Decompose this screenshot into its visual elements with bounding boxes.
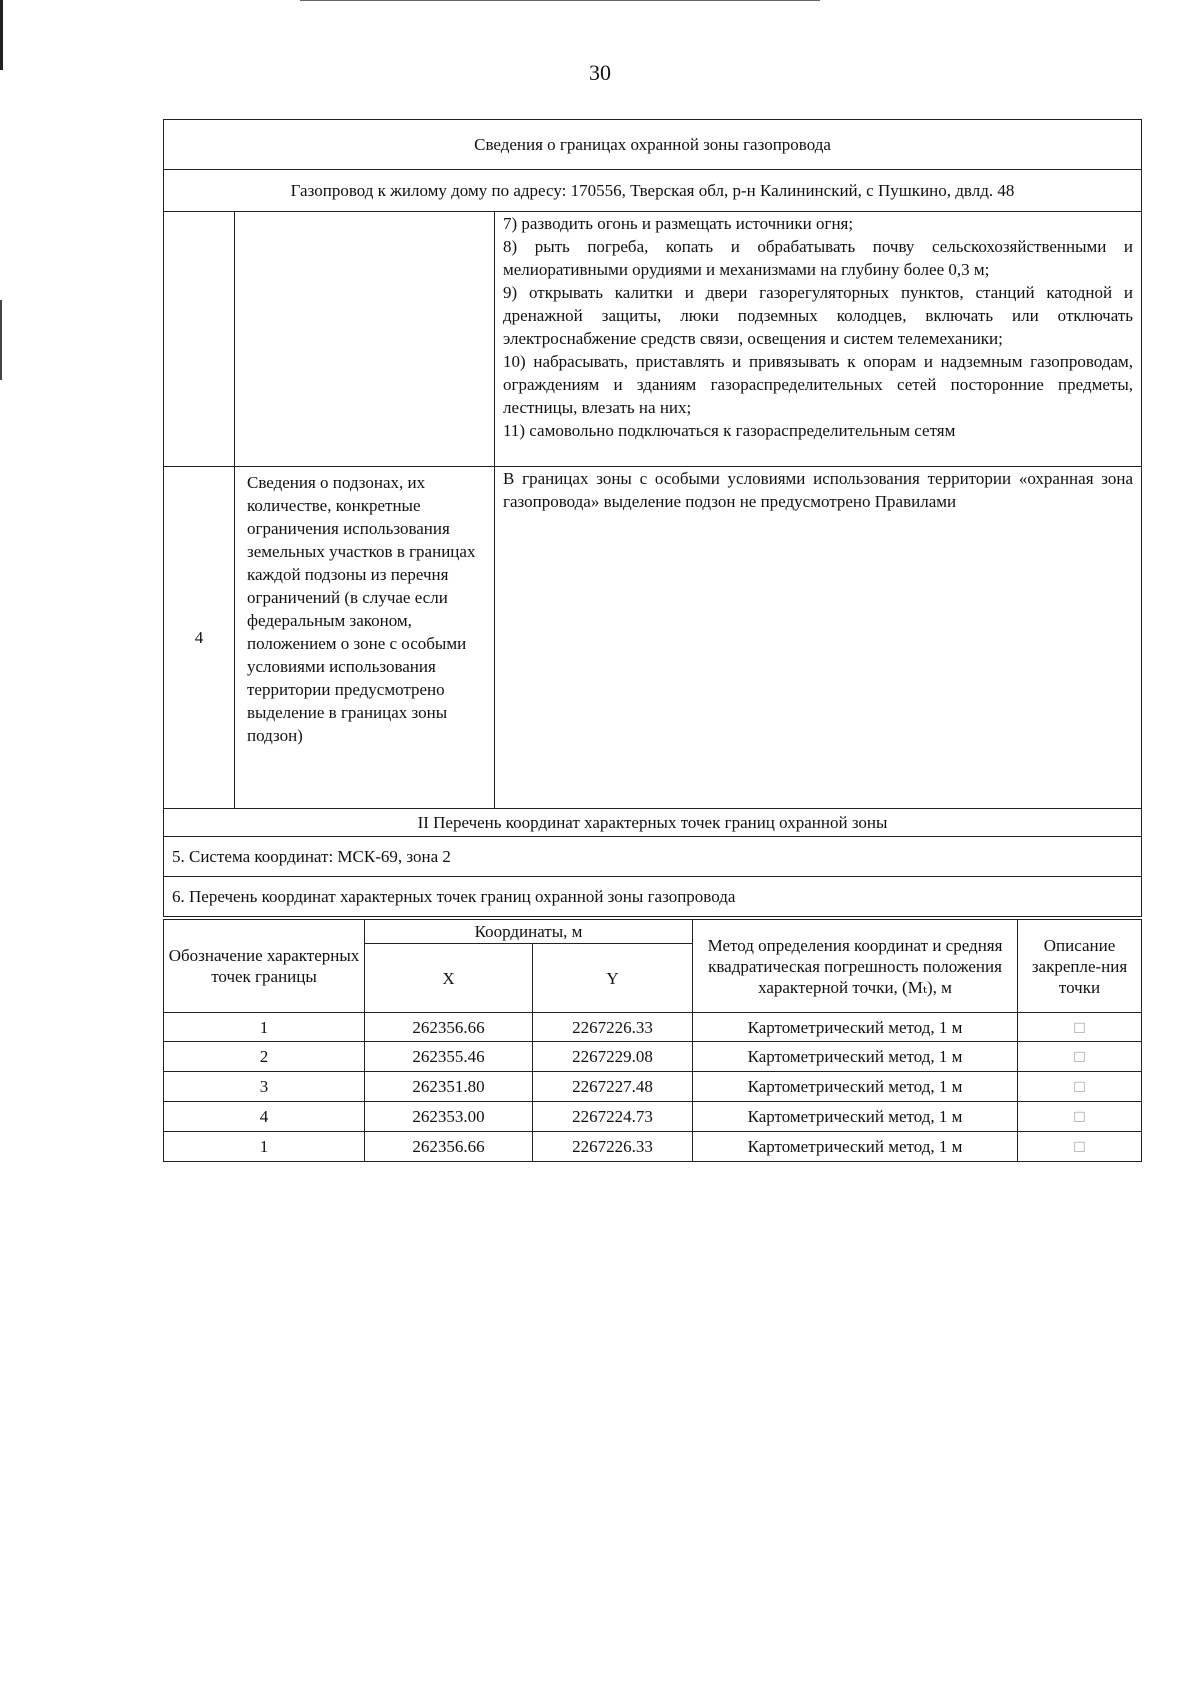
restriction-item: 9) открывать калитки и двери газорегуляторных пунктов, станций катодной и дренажной защиты, люки подземных колодцев, включать или отключать электроснабжение средств связи, освещения и систем телемеханики; — [503, 283, 1134, 348]
x-cell: 262355.46 — [365, 1042, 533, 1072]
empty-label-cell — [235, 212, 495, 467]
row-number: 4 — [164, 467, 235, 809]
point-cell: 2 — [164, 1042, 365, 1072]
y-cell: 2267227.48 — [533, 1072, 693, 1102]
subzone-value: В границах зоны с особыми условиями использования территории «охранная зона газопровода» выделение подзон не предусмотрено Правилами — [495, 467, 1142, 809]
subzone-label: Сведения о подзонах, их количестве, конкретные ограничения использования земельных участков в границах каждой подзоны из перечня ограничений (в случае если федеральным законом, положением о зоне с особыми условиями использования территории предусмотрено выделение в границах зоны подзон) — [235, 467, 495, 809]
scan-top-line — [300, 0, 820, 1]
object-name: Газопровод к жилому дому по адресу: 170556, Тверская обл, р-н Калининский, с Пушкино, двлд. 48 — [164, 170, 1142, 212]
zone-title: Сведения о границах охранной зоны газопровода — [164, 120, 1142, 170]
coord-system: 5. Система координат: МСК-69, зона 2 — [164, 837, 1142, 877]
table-row — [164, 1013, 1142, 1042]
description-cell: □ — [1018, 1042, 1142, 1072]
y-cell: 2267224.73 — [533, 1102, 693, 1132]
restriction-item: 8) рыть погреба, копать и обрабатывать почву сельскохозяйственными и мелиоративными орудиями и механизмами на глубину более 0,3 м; — [503, 237, 1134, 279]
restriction-item: 7) разводить огонь и размещать источники огня; — [503, 214, 854, 233]
coordinates-table — [163, 919, 1142, 1162]
y-cell: 2267229.08 — [533, 1042, 693, 1072]
method-cell: Картометрический метод, 1 м — [693, 1102, 1018, 1132]
x-cell: 262351.80 — [365, 1072, 533, 1102]
method-cell: Картометрический метод, 1 м — [693, 1132, 1018, 1162]
header-point: Обозначение характерных точек границы — [164, 920, 365, 1013]
description-cell: □ — [1018, 1132, 1142, 1162]
description-cell: □ — [1018, 1072, 1142, 1102]
restriction-item: 10) набрасывать, приставлять и привязывать к опорам и надземным газопроводам, ограждениям и зданиям газораспределительных сетей посторонние предметы, лестницы, влезать на них; — [503, 352, 1134, 417]
description-cell: □ — [1018, 1102, 1142, 1132]
empty-number-cell — [164, 212, 235, 467]
header-x: X — [365, 944, 533, 1013]
page-number: 30 — [589, 60, 611, 85]
point-cell: 4 — [164, 1102, 365, 1132]
table-row — [164, 1102, 1142, 1132]
header-y: Y — [533, 944, 693, 1013]
restrictions-cell — [495, 212, 1142, 467]
header-coords: Координаты, м — [365, 920, 693, 944]
header-method: Метод определения координат и средняя квадратическая погрешность положения характерной точки, (Mₜ), м — [693, 920, 1018, 1013]
scan-edge-mark — [0, 300, 2, 380]
section-title: II Перечень координат характерных точек границ охранной зоны — [164, 809, 1142, 837]
table-row — [164, 1132, 1142, 1162]
y-cell: 2267226.33 — [533, 1132, 693, 1162]
table-row — [164, 1072, 1142, 1102]
restriction-item: 11) самовольно подключаться к газораспределительным сетям — [503, 421, 956, 440]
header-description: Описание закрепле-ния точки — [1018, 920, 1142, 1013]
method-cell: Картометрический метод, 1 м — [693, 1013, 1018, 1042]
table-row — [164, 1042, 1142, 1072]
point-cell: 1 — [164, 1013, 365, 1042]
method-cell: Картометрический метод, 1 м — [693, 1072, 1018, 1102]
point-cell: 3 — [164, 1072, 365, 1102]
y-cell: 2267226.33 — [533, 1013, 693, 1042]
method-cell: Картометрический метод, 1 м — [693, 1042, 1018, 1072]
x-cell: 262356.66 — [365, 1132, 533, 1162]
zone-info-table — [163, 119, 1142, 917]
description-cell: □ — [1018, 1013, 1142, 1042]
coord-list-title: 6. Перечень координат характерных точек границ охранной зоны газопровода — [164, 877, 1142, 917]
point-cell: 1 — [164, 1132, 365, 1162]
x-cell: 262353.00 — [365, 1102, 533, 1132]
x-cell: 262356.66 — [365, 1013, 533, 1042]
